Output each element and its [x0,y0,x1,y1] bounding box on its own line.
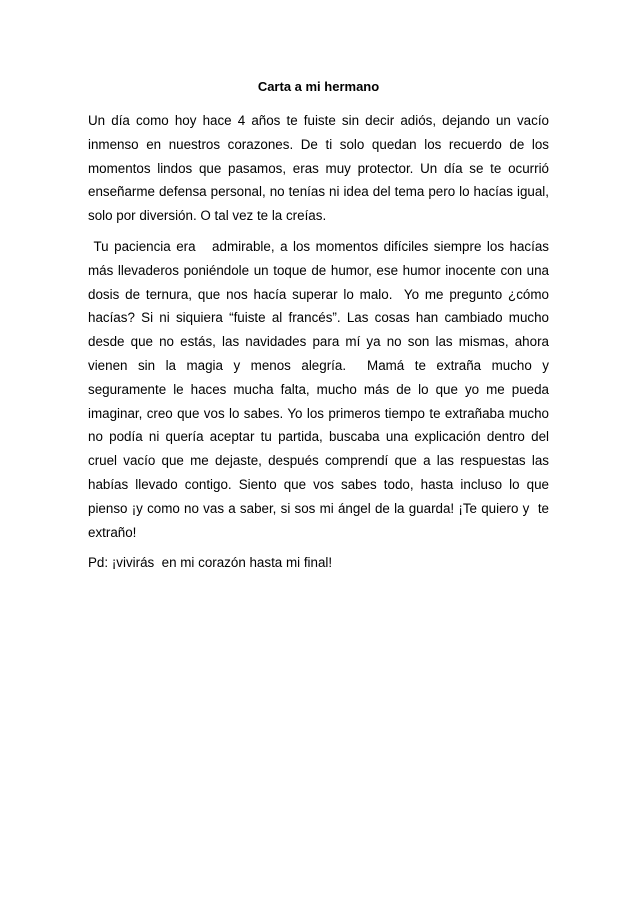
letter-title: Carta a mi hermano [257,79,380,94]
letter-body [88,79,553,575]
letter-paragraph-1: Un día como hoy hace 4 años te fuiste sin decir adiós, dejando un vacío inmenso en nuestros corazones. De ti solo quedan los recuerdo de los momentos lindos que pasamos, eras muy protector. Un día se te ocurrió enseñarme defensa personal, no tenías ni idea del tema pero lo hacías igual, solo por diversión. O tal vez te la creías. [88,113,549,224]
letter-paragraph-2: Tu paciencia era admirable, a los momentos difíciles siempre los hacías más llevaderos poniéndole un toque de humor, ese humor inocente con una dosis de ternura, que nos hacía superar lo malo. Yo me pregunto ¿cómo hacías? Si ni siquiera “fuiste al francés”. Las cosas han cambiado mucho desde que no estás, las navidades para mí ya no son las mismas, ahora vienen sin la magia y menos alegría. Mamá te extraña mucho y seguramente le haces mucha falta, mucho más de lo que yo me pueda imaginar, creo que vos lo sabes. Yo los primeros tiempo te extrañaba mucho no podía ni quería aceptar tu partida, buscaba una explicación dentro del cruel vacío que me dejaste, después comprendí que a las respuestas las habías llevado contigo. Siento que vos sabes todo, hasta incluso lo que pienso ¡y como no vas a saber, si sos mi ángel de la guarda! ¡Te quiero y te extraño! [88,238,553,540]
letter-postscript: Pd: ¡vivirás en mi corazón hasta mi final! [88,555,333,571]
